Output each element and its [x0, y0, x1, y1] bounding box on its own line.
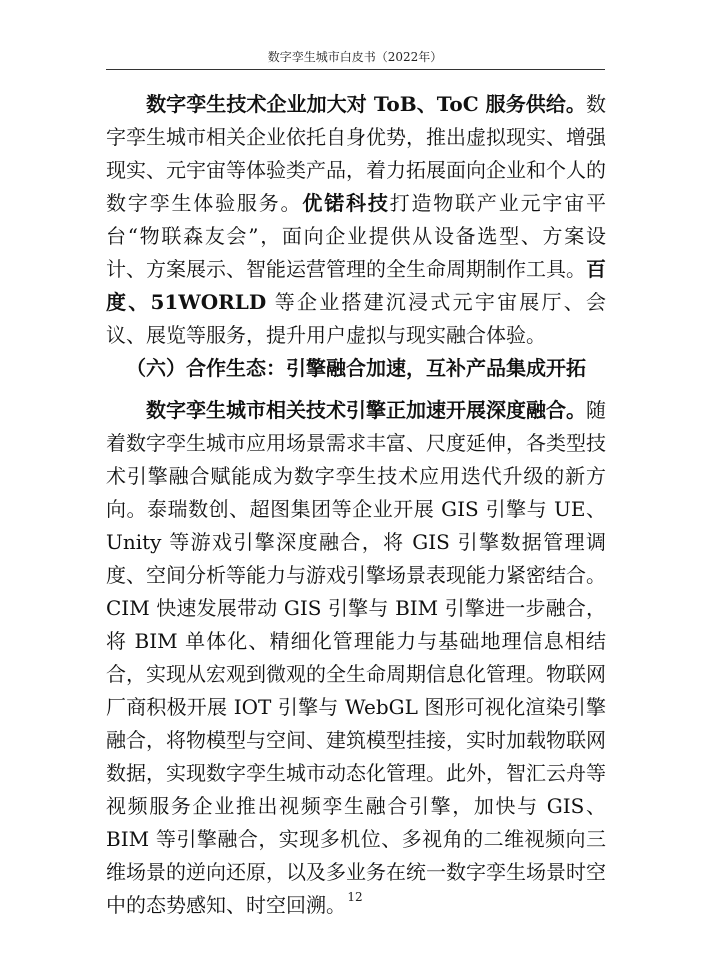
paragraph1-text1: 数字孪生城市相关企业依托自身优势，推出虚拟现实、增强现实、元宇宙等体验类产品，着力拓展面向企业和个人的数字孪生体验服务。: [106, 92, 606, 215]
paragraph2-text: 随着数字孪生城市应用场景需求丰富、尺度延伸，各类型技术引擎融合赋能成为数字孪生技术应用迭代升级的新方向。泰瑞数创、超图集团等企业开展 GIS 引擎与 UE、Unity 等游戏引擎深度融合，将 GIS 引擎数据管理调度、空间分析等能力与游戏引擎场景表现能力紧密结合。CIM 快速发展带动 GIS 引擎与 BIM 引擎进一步融合，将 BIM 单体化、精细化管理能力与基础地理信息相结合，实现从宏观到微观的全生命周期信息化管理。物联网厂商积极开展 IOT 引擎与 WebGL 图形可视化渲染引擎融合，将物模型与空间、建筑模型挂接，实时加载物联网数据，实现数字孪生城市动态化管理。此外，智汇云舟等视频服务企业推出视频孪生融合引擎，加快与 GIS、BIM 等引擎融合，实现多机位、多视角的二维视频向三维场景的逆向还原，以及多业务在统一数字孪生场景时空中的态势感知、时空回溯。: [106, 398, 606, 917]
paragraph1-lead: 数字孪生技术企业加大对 ToB、ToC 服务供给。: [146, 92, 586, 116]
paragraph-tob-toc: [106, 88, 606, 352]
paragraph1-company-2: 百度、51WORLD: [106, 257, 606, 314]
page-number: 12: [347, 890, 363, 904]
running-header: 数字孪生城市白皮书（2022年）: [267, 50, 443, 64]
paragraph1-text2: 打造物联产业元宇宙平台“物联森友会”，面向企业提供从设备选型、方案设计、方案展示、智能运营管理的全生命周期制作工具。: [106, 191, 607, 281]
section-heading: （六）合作生态：引擎融合加速，互补产品集成开拓: [126, 356, 586, 380]
paragraph1-company-1: 优锘科技: [302, 191, 390, 215]
paragraph-engine-fusion: [106, 394, 606, 922]
header-rule: [106, 69, 605, 70]
paragraph1-text3: 等企业搭建沉浸式元宇宙展厅、会议、展览等服务，提升用户虚拟与现实融合体验。: [106, 290, 606, 347]
paragraph2-lead: 数字孪生城市相关技术引擎正加速开展深度融合。: [146, 398, 586, 422]
